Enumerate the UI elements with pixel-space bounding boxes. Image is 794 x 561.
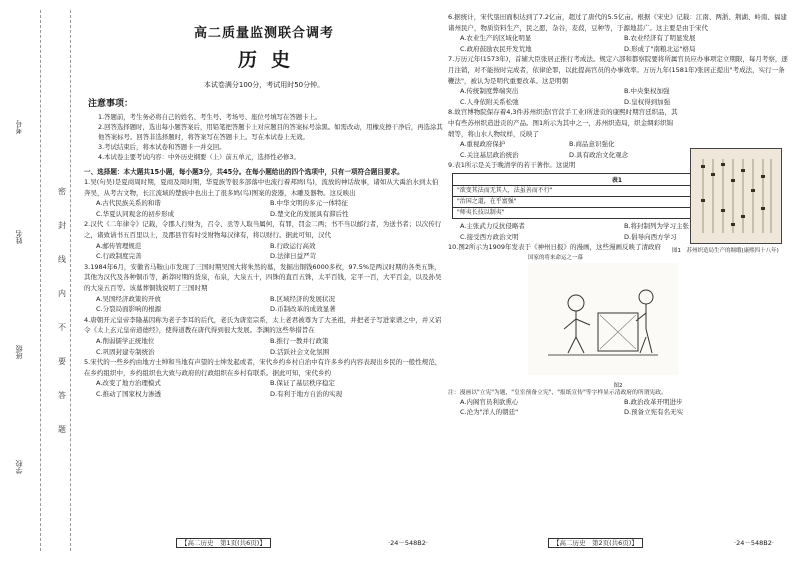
cartoon-background xyxy=(528,263,678,375)
option-c[interactable]: C.接受西方政治文明 xyxy=(460,232,519,241)
option-a[interactable]: A.邮传管理规范 xyxy=(96,241,142,250)
option-list xyxy=(84,198,444,219)
option-c[interactable]: C.沦为"洋人的朝廷" xyxy=(460,408,519,417)
seal-char: 不 xyxy=(58,323,66,332)
notice-item: 2.回答选择题时，选出每小题答案后，用铅笔把答题卡上对应题目的答案标号涂黑。如需改动，用橡皮擦干净后，再选涂其他答案标号。回答非选择题时，将答案写在答题卡上。写在本试卷上无效。 xyxy=(98,123,443,141)
question-6 xyxy=(448,12,788,54)
subject-title: 历史 xyxy=(237,49,304,71)
question-stem: 5.宋代的一些乡约由地方士绅和当地有声望的士绅发起或者，宋代乡约乡村自治中有许多乡约内容表现出乡民的一般性规范，在乡约组织中，乡约组织也大致与政府的行政组织在乡村有联系。据此可知，宋代乡约 xyxy=(84,358,442,377)
option-a[interactable]: A.内阁官员利欲熏心 xyxy=(460,397,519,406)
table-cell-text: "师夷长技以制夷" xyxy=(457,208,505,216)
option-a[interactable]: A.吴国经济政策的开放 xyxy=(96,294,161,303)
option-d[interactable]: D.皇权得到加强 xyxy=(624,97,671,106)
option-b[interactable]: B.保证了基层秩序稳定 xyxy=(270,379,336,388)
section-heading: 一、选择题：本大题共15小题，每小题3分，共45分。在每小题给出的四个选项中，只有一项符合题目要求。 xyxy=(84,168,404,176)
question-stem: 1.吴(句吴)是夏商周时期，夏商及周时期，华夏族等很多部落中也流行着邦鸠(鸟)，流放的神话故事，诸如从大禹治水到太伯奔吴，从考古文物，长江流域的楚族中也出土了很多鸠(鸟)图案的瓷器，木雕及器物。这反映出 xyxy=(84,178,439,197)
option-b[interactable]: B.商品意识强化 xyxy=(569,140,615,149)
option-c[interactable]: C.行政制度完善 xyxy=(96,252,142,261)
question-stem: 10.图2所示为1909年发表于《神州日报》的漫画，这些漫画反映了清政府 xyxy=(448,243,662,252)
table-cell-text: "欲变其法而无其人，法虽善而不行" xyxy=(457,186,553,194)
question-stem: 4.唐朝开元皇帝李隆基因称为老子李耳的后代，老氏为唐室宗系，太上老君被尊为了大圣祖，并把老子写进家谱之中，并又诏令《太上玄元皇帝道德经》，使得道教在唐代得到很大发展。李渊的这些举措旨在 xyxy=(84,315,442,335)
option-a[interactable]: A.重视政府保护 xyxy=(460,140,506,149)
figure-2-label: 图2 xyxy=(613,382,623,389)
option-c[interactable]: C.分裂局面影响的根源 xyxy=(96,305,162,314)
option-c[interactable]: C.政府鼓励农民开发荒地 xyxy=(460,44,532,53)
field-school: 学校 xyxy=(15,460,23,474)
option-list xyxy=(448,397,788,418)
figure-1-caption: 图1 苏州织造局生产的绸缎(康熙四十八年) xyxy=(672,248,779,254)
option-d[interactable]: D.楚文化的发展具有滞后性 xyxy=(270,209,349,218)
footer-page-label-right xyxy=(548,538,643,547)
option-b[interactable]: B.中央集权加强 xyxy=(624,87,670,96)
option-list xyxy=(84,241,444,262)
option-b[interactable]: B.农业经济有了明显发展 xyxy=(624,34,696,43)
question-5 xyxy=(84,357,444,399)
option-list xyxy=(84,378,444,399)
question-stem: 7.万历元年(1573年)，首辅大臣张居正推行考成法。规定六部和都察院要将所属官员应办事项定立期限，每月考察，逐月注销，对不能按时完成者，依律论罪，以此提高官员的办事效率。万历九年(1581年)张居正提出"考成法，实行一条鞭法"，被认为是明代重要改革。这是明朝 xyxy=(448,55,788,85)
option-b[interactable]: B.行政运行高效 xyxy=(270,241,316,250)
option-d[interactable]: D.法律日益严苛 xyxy=(270,252,317,261)
option-b[interactable]: B.政治改革开明进步 xyxy=(624,397,683,406)
figure-2-header: 国家的将来命运之一幕 xyxy=(528,254,584,261)
figure-2-note: 注：漫画以"立宪"为题，"皇室预备立宪"、"报纸宣传"等字样显示清政府的所谓宪政。 xyxy=(448,389,667,396)
seal-char: 题 xyxy=(58,425,66,434)
exam-title: 高二质量监测联合调考 xyxy=(193,26,334,41)
binding-line-inner xyxy=(70,10,71,551)
binding-line-outer xyxy=(40,10,41,551)
seal-char: 线 xyxy=(58,255,66,264)
footer-tag: 【高二历史 第1页(共6页)】 xyxy=(176,538,271,548)
figure-2-cartoon xyxy=(528,263,678,375)
silk-pattern-image xyxy=(691,149,781,243)
question-8 xyxy=(448,107,678,160)
footer-tag: 【高二历史 第2页(共6页)】 xyxy=(548,538,643,548)
option-d[interactable]: D.具有政治文化观念 xyxy=(569,150,629,159)
question-stem: 9.表1所示是关于晚清学的若干著作。这说明 xyxy=(448,161,576,170)
field-class: 班级 xyxy=(15,345,23,359)
option-b[interactable]: B.推行一教并行政策 xyxy=(270,336,329,345)
seal-char: 答 xyxy=(58,391,66,400)
field-exam-number: 考号 xyxy=(15,120,23,134)
option-a[interactable]: A.主张武力反抗侵略者 xyxy=(460,221,525,230)
option-c[interactable]: C.华夏认同观念的初步形成 xyxy=(96,209,175,218)
question-4 xyxy=(84,315,444,357)
option-c[interactable]: C.推动了国家权力渗透 xyxy=(96,389,162,398)
option-b[interactable]: B.区域经济的发展状况 xyxy=(270,294,336,303)
notice-item: 3.考试结束后，将本试卷和答题卡一并交回。 xyxy=(98,143,226,151)
option-d[interactable]: D.倡导向西方学习 xyxy=(624,232,677,241)
seal-char: 内 xyxy=(58,289,66,298)
option-d[interactable]: D.活跃社会文化氛围 xyxy=(270,347,330,356)
left-page xyxy=(84,22,444,399)
seal-char: 密 xyxy=(58,187,66,196)
question-2 xyxy=(84,219,444,261)
footer-page-label-left xyxy=(176,538,271,547)
question-3 xyxy=(84,262,444,315)
footer-code-left: ·24－548B2· xyxy=(388,539,428,547)
seal-char: 封 xyxy=(58,221,66,230)
option-d[interactable]: D.形成了"南粮北运"格局 xyxy=(624,44,696,53)
seal-char: 要 xyxy=(58,357,66,366)
notice-item: 1.答题前，考生务必将自己的姓名、考生号、考场号、座位号填写在答题卡上。 xyxy=(98,113,322,121)
binding-margin xyxy=(0,0,82,561)
table-cell-text: "治国之道，在乎富强" xyxy=(457,197,517,205)
option-c[interactable]: C.巩固封建专制统治 xyxy=(96,347,155,356)
silk-background xyxy=(691,149,781,243)
option-c[interactable]: C.关注基层政治统治 xyxy=(460,150,519,159)
option-list xyxy=(448,86,788,107)
question-1 xyxy=(84,177,444,219)
option-d[interactable]: D.币制改革的成效显著 xyxy=(270,305,336,314)
option-a[interactable]: A.农业生产的区域化明显 xyxy=(460,34,532,43)
option-b[interactable]: B.中华文明的多元一体特征 xyxy=(270,199,349,208)
figure-1-image xyxy=(690,148,782,244)
table-title: 表1 xyxy=(611,176,623,184)
notice-heading: 注意事项： xyxy=(88,99,134,109)
option-a[interactable]: A.传统制度弊端突出 xyxy=(460,87,519,96)
question-stem: 3.1984年6月，安徽省马鞍山市发现了三国时期吴国大将朱然的墓，发掘出铜钱6000多枚，97.5%是两汉时期的各类五铢，其他为汉代及各种铜币等，新莽时期的货泉，布泉，大泉五十，四铢的直百五铢，太平百钱，定平一百，大平百金，以及孙吴的大泉五百等。该墓葬铜钱说明了三国时期 xyxy=(84,262,442,292)
option-c[interactable]: C.人身依附关系松弛 xyxy=(460,97,519,106)
option-d[interactable]: D.有利于地方自治的实现 xyxy=(270,389,343,398)
option-a[interactable]: A.改变了地方治理模式 xyxy=(96,379,161,388)
footer-code-right: ·24－548B2· xyxy=(734,539,774,547)
option-list xyxy=(84,336,444,357)
option-a[interactable]: A.古代民族关系的和谐 xyxy=(96,199,161,208)
option-list xyxy=(448,139,678,160)
option-a[interactable]: A.削弱儒学正统地位 xyxy=(96,336,155,345)
field-name: 姓名 xyxy=(15,230,23,244)
option-list xyxy=(84,294,444,315)
exam-info: 本试卷满分100分，考试用时50分钟。 xyxy=(203,81,325,89)
question-stem: 2.汉代《二年律令》记载，令郡人行财为，召令、丞等人取当属何，有罪，罚金二两；书不当以邮行者，为送书者；以次传行之，诸致请书五百里以上，及郡县官有时受财物每汉律有，将以财行。据此可知，汉代 xyxy=(84,220,442,239)
question-stem: 8.故宫博物院保存着4,3件苏州织造(官营手工业)所进贡的康熙时期宫廷织品，其中有些苏州织造进贡的产品。图1所示为其中之一，苏州织造局，织金绸彩织锦缎等，将山水人物纹样，反映了 xyxy=(448,108,678,138)
question-7 xyxy=(448,54,788,107)
question-stem: 6.据统计，宋代垦田面积达到了7.2亿亩，超过了唐代的5.5亿亩。根据《宋史》记载：江南、两浙、荆湖、岭南、福建诸州民户，物质资料生产，民之愿，杂谷，麦菽，豆种等，于源地甚广。这主要是由于宋代 xyxy=(448,13,787,32)
notice-item: 4.本试卷主要考试内容：中外历史纲要（上）前五单元，选择性必修3。 xyxy=(98,153,300,161)
option-b[interactable]: B.将封制列为学习主张 xyxy=(624,221,690,230)
option-d[interactable]: D.预备立宪有名无实 xyxy=(624,408,684,417)
question-10 xyxy=(448,242,788,418)
option-list xyxy=(448,33,788,54)
